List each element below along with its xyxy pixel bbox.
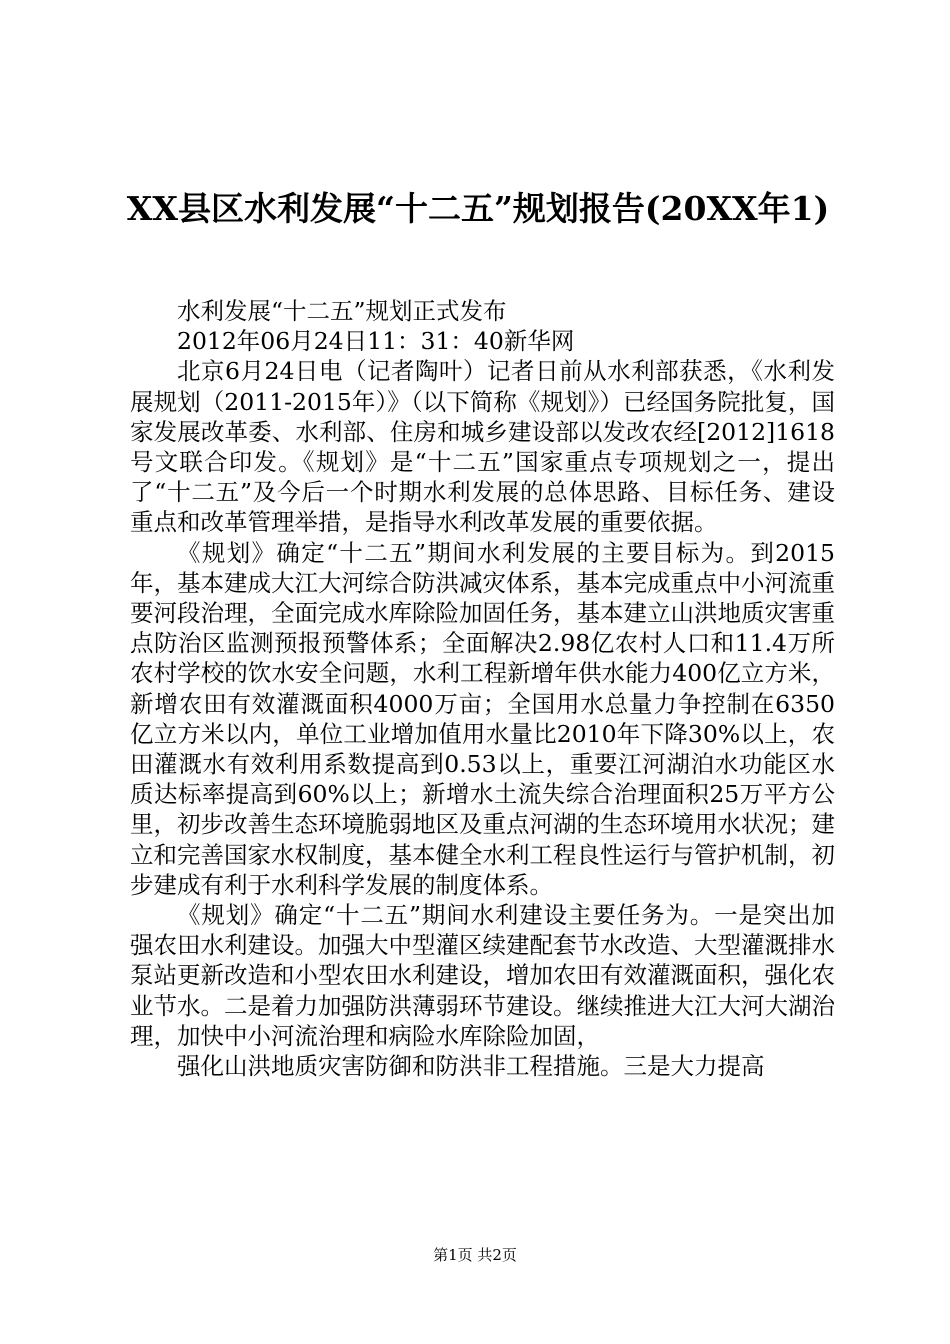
document-body [130, 296, 835, 1081]
paragraph-continued: 强化山洪地质灾害防御和防洪非工程措施。三是大力提高 [177, 1052, 765, 1081]
paragraph-intro: 北京6月24日电（记者陶叶）记者日前从水利部获悉，《水利发展规划（2011-2015年）》（以下简称《规划》）已经国务院批复，国家发展改革委、水利部、住房和城乡建设部以发改农经[2012]1618号文联合印发。《规划》是“十二五”国家重点专项规划之一，提出了“十二五”及今后一个时期水利发展的总体思路、目标任务、建设重点和改革管理举措，是指导水利改革发展的重要依据。 [130, 357, 835, 537]
paragraph-tasks: 《规划》确定“十二五”期间水利建设主要任务为。一是突出加强农田水利建设。加强大中型灌区续建配套节水改造、大型灌溉排水泵站更新改造和小型农田水利建设，增加农田有效灌溉面积，强化农业节水。二是着力加强防洪薄弱环节建设。继续推进大江大河大湖治理，加快中小河流治理和病险水库除险加固， [130, 901, 835, 1050]
paragraph-goals: 《规划》确定“十二五”期间水利发展的主要目标为。到2015年，基本建成大江大河综合防洪减灾体系，基本完成重点中小河流重要河段治理，全面完成水库除险加固任务，基本建立山洪地质灾害重点防治区监测预报预警体系；全面解决2.98亿农村人口和11.4万所农村学校的饮水安全问题，水利工程新增年供水能力400亿立方米，新增农田有效灌溉面积4000万亩；全国用水总量力争控制在6350亿立方米以内，单位工业增加值用水量比2010年下降30%以上，农田灌溉水有效利用系数提高到0.53以上，重要江河湖泊水功能区水质达标率提高到60%以上；新增水土流失综合治理面积25万平方公里，初步改善生态环境脆弱地区及重点河湖的生态环境用水状况；建立和完善国家水权制度，基本健全水利工程良性运行与管护机制，初步建成有利于水利科学发展的制度体系。 [130, 538, 835, 899]
document-title: XX县区水利发展“十二五”规划报告(20XX年1) [126, 189, 830, 228]
article-subtitle: 水利发展“十二五”规划正式发布 [177, 297, 507, 325]
page-number: 第1页 共2页 [433, 1246, 517, 1264]
article-dateline: 2012年06月24日11：31：40新华网 [177, 327, 575, 356]
